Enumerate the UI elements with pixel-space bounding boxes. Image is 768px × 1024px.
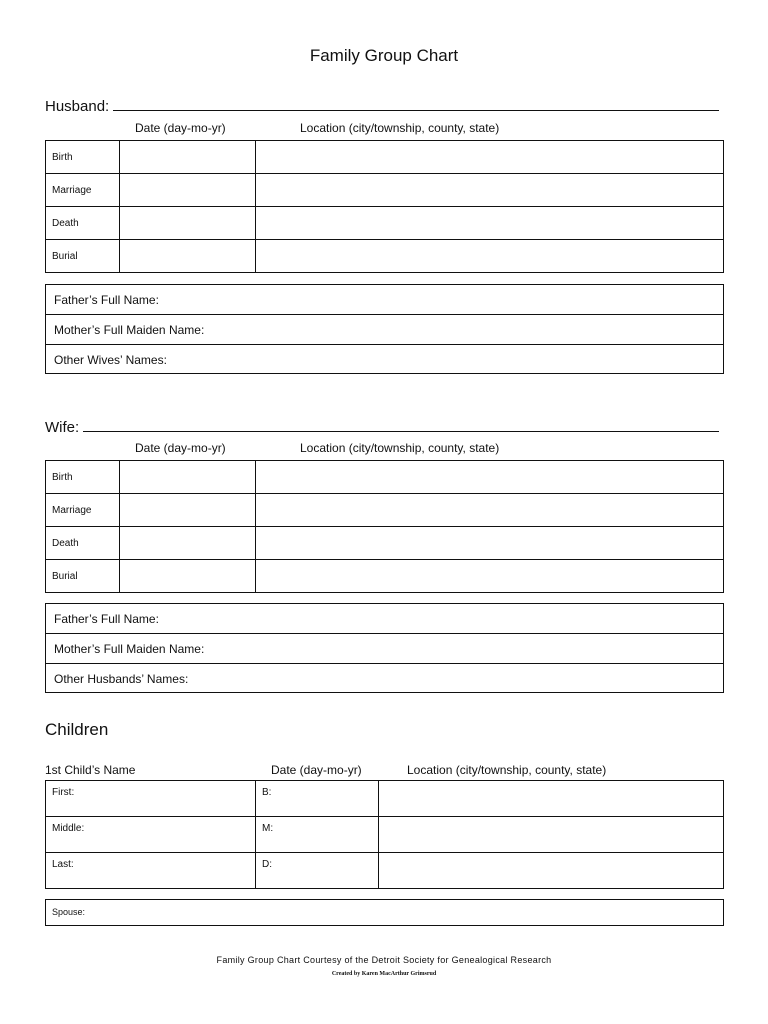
wife-label: Wife: — [45, 419, 80, 436]
husband-date-header: Date (day-mo-yr) — [135, 121, 226, 135]
event-label: Marriage — [46, 494, 120, 527]
wife-name-field[interactable] — [83, 417, 719, 432]
event-date-cell[interactable] — [120, 461, 256, 494]
event-date-cell[interactable] — [120, 141, 256, 174]
husband-event-row-marriage — [46, 174, 724, 207]
husband-label: Husband: — [45, 98, 110, 115]
page-title: Family Group Chart — [309, 46, 459, 65]
wife-father-field[interactable]: Father’s Full Name: — [46, 604, 723, 634]
event-label: Birth — [46, 141, 120, 174]
event-location-cell[interactable] — [256, 461, 724, 494]
child-death-location-cell[interactable] — [379, 853, 724, 889]
event-date-cell[interactable] — [120, 207, 256, 240]
child-birth-date-cell[interactable]: B: — [256, 781, 379, 817]
husband-name-line — [45, 96, 719, 115]
wife-mother-field[interactable]: Mother’s Full Maiden Name: — [46, 634, 723, 664]
husband-location-header: Location (city/township, county, state) — [300, 121, 500, 135]
child-first-name-cell[interactable]: First: — [46, 781, 256, 817]
event-date-cell[interactable] — [120, 527, 256, 560]
child-birth-location-cell[interactable] — [379, 781, 724, 817]
event-location-cell[interactable] — [256, 141, 724, 174]
wife-events-table — [45, 460, 724, 593]
wife-event-row-death — [46, 527, 724, 560]
husband-father-field[interactable]: Father’s Full Name: — [46, 285, 723, 315]
event-location-cell[interactable] — [256, 494, 724, 527]
child-location-header: Location (city/township, county, state) — [407, 763, 607, 777]
husband-name-field[interactable] — [113, 96, 719, 111]
husband-parents-box — [45, 284, 724, 374]
event-date-cell[interactable] — [120, 494, 256, 527]
child-name-header: 1st Child’s Name — [45, 763, 136, 777]
child-death-date-cell[interactable]: D: — [256, 853, 379, 889]
child-middle-name-cell[interactable]: Middle: — [46, 817, 256, 853]
footer-created-by: Created by Karen MacArthur Grimsrud — [331, 971, 437, 977]
event-label: Marriage — [46, 174, 120, 207]
wife-date-header: Date (day-mo-yr) — [135, 441, 226, 455]
husband-mother-field[interactable]: Mother’s Full Maiden Name: — [46, 315, 723, 345]
husband-event-row-burial — [46, 240, 724, 273]
wife-name-line — [45, 417, 719, 436]
event-location-cell[interactable] — [256, 240, 724, 273]
event-label: Death — [46, 527, 120, 560]
wife-event-row-marriage — [46, 494, 724, 527]
wife-location-header: Location (city/township, county, state) — [300, 441, 500, 455]
event-date-cell[interactable] — [120, 560, 256, 593]
event-label: Burial — [46, 560, 120, 593]
husband-events-table — [45, 140, 724, 273]
child-marriage-location-cell[interactable] — [379, 817, 724, 853]
event-location-cell[interactable] — [256, 560, 724, 593]
child-row-first — [46, 781, 724, 817]
husband-event-row-birth — [46, 141, 724, 174]
wife-other-spouses-field[interactable]: Other Husbands’ Names: — [54, 672, 189, 686]
child-row-middle — [46, 817, 724, 853]
event-label: Birth — [46, 461, 120, 494]
event-location-cell[interactable] — [256, 174, 724, 207]
footer-courtesy: Family Group Chart Courtesy of the Detroit Society for Genealogical Research — [216, 955, 552, 965]
husband-event-row-death — [46, 207, 724, 240]
child-last-name-cell[interactable]: Last: — [46, 853, 256, 889]
wife-parents-box — [45, 603, 724, 693]
event-date-cell[interactable] — [120, 174, 256, 207]
wife-event-row-burial — [46, 560, 724, 593]
event-date-cell[interactable] — [120, 240, 256, 273]
event-label: Death — [46, 207, 120, 240]
child-date-header: Date (day-mo-yr) — [271, 763, 362, 777]
event-location-cell[interactable] — [256, 207, 724, 240]
child-row-last — [46, 853, 724, 889]
child-table — [45, 780, 724, 889]
event-label: Burial — [46, 240, 120, 273]
wife-event-row-birth — [46, 461, 724, 494]
child-marriage-date-cell[interactable]: M: — [256, 817, 379, 853]
children-heading: Children — [45, 720, 109, 739]
husband-other-spouses-field[interactable]: Other Wives’ Names: — [54, 353, 167, 367]
event-location-cell[interactable] — [256, 527, 724, 560]
child-spouse-field[interactable]: Spouse: — [45, 899, 724, 926]
